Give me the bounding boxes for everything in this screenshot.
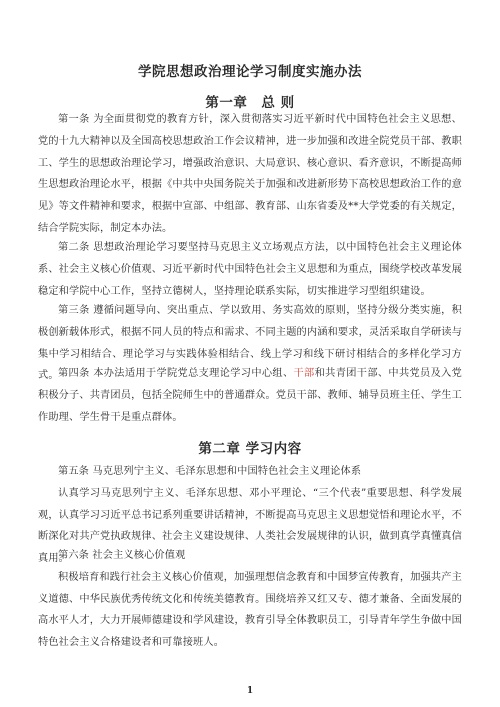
chapter-1-heading: 第一章 总 则 [205,95,295,111]
article-6 [38,545,462,654]
article-3: 第三条 遵循问题导向、突出重点、学以致用、务实高效的原则，坚持分级分类实施，积极创新载体形式，根据不同人员的特点和需求、不同主题的内涵和要求，灵活采取自学研读与集中学习相结合、理论学习与实践体验相结合、线上学习和线下研讨相结合的多样化学习方式。 [38,305,462,382]
article-4-highlight: 干部 [293,368,315,379]
article-5-title: 第五条 马克思列宁主义、毛泽东思想和中国特色社会主义理论体系 [58,466,362,477]
page-number: 1 [246,686,254,696]
article-4 [38,363,462,428]
article-4-text-end: 和共青团干部、中共党员及入党积极分子、共青团员，包括全院师生中的普通群众。党员干部、教师、辅导员班主任、学生工作助理、学生骨干是重点群体。 [38,368,462,423]
article-6-body: 积极培育和践行社会主义核心价值观，加强理想信念教育和中国梦宣传教育，加强共产主义道德、中华民族优秀传统文化和传统美德教育。围绕培养又红又专、德才兼备、全面发展的高水平人才，大力开展师德建设和学风建设，教育引导全体教职员工，引导青年学生争做中国特色社会主义合格建设者和可靠接班人。 [38,571,462,649]
chapter-2-heading: 第二章 学习内容 [198,441,302,457]
article-5-body: 认真学习马克思列宁主义、毛泽东思想、邓小平理论、“三个代表”重要思想、科学发展观，认真学习习近平总书记系列重要讲话精神，不断提高马克思主义思想觉悟和理论水平，不断深化对共产党执政规律、社会主义建设规律、人类社会发展规律的认识，做到真学真懂真信真用。 [38,487,462,565]
article-6-title: 第六条 社会主义核心价值观 [58,550,186,561]
article-1: 第一条 为全面贯彻党的教育方针，深入贯彻落实习近平新时代中国特色社会主义思想、党的十九大精神以及全国高校思想政治工作会议精神，进一步加强和改进全院党员干部、教职工、学生的思想政治理论学习，增强政治意识、大局意识、核心意识、看齐意识，不断提高师生思想政治理论水平，根据《中共中央国务院关于加强和改进新形势下高校思想政治工作的意见》等文件精神和要求，根据中宣部、中组部、教育部、山东省委及**大学党委的有关规定，结合学院实际，制定本办法。 [38,114,462,234]
article-4-text-start: 第四条 本办法适用于学院党总支理论学习中心组、 [58,368,294,379]
article-2: 第二条 思想政治理论学习要坚持马克思主义立场观点方法，以中国特色社会主义理论体系、社会主义核心价值观、习近平新时代中国特色社会主义思想和为重点，围绕学校改革发展稳定和学院中心工作，坚持立德树人，坚持理论联系实际，切实推进学习型组织建设。 [38,242,462,297]
document-title: 学院思想政治理论学习制度实施办法 [138,64,362,80]
